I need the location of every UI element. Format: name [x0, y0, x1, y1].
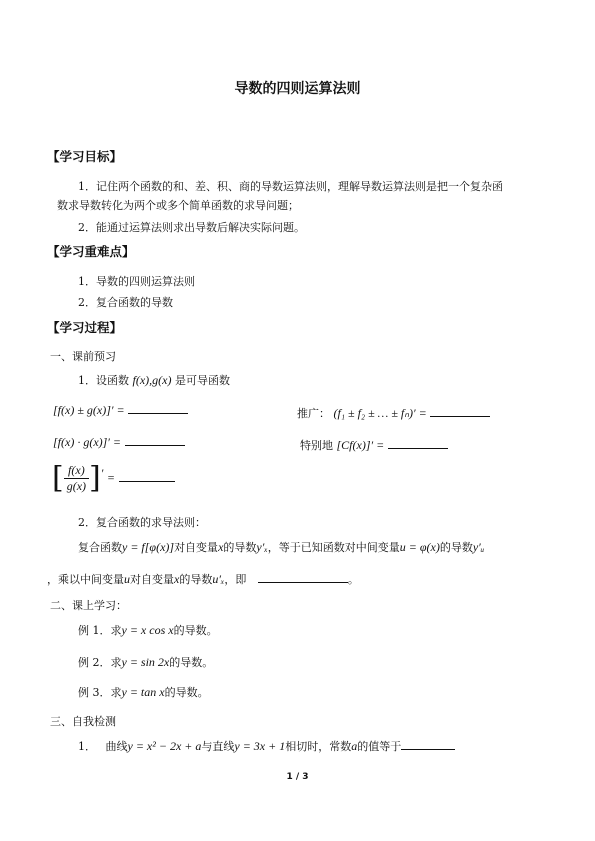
example-3 — [78, 684, 209, 700]
rule-product — [53, 435, 185, 450]
quotient-prime: ′ — [100, 465, 104, 480]
variable-u: u — [124, 572, 130, 586]
check-heading: 三、自我检测 — [50, 715, 116, 728]
quotient-fraction — [64, 463, 89, 494]
preview-item-1 — [78, 372, 230, 388]
question-1-variable: a — [351, 739, 358, 753]
rule-general-blank — [430, 406, 490, 417]
class-heading: 二、课上学习： — [50, 599, 127, 612]
right-bracket: ] — [89, 460, 101, 496]
rule-quotient-blank — [119, 471, 175, 482]
left-bracket: [ — [52, 460, 64, 496]
question-1-text-b: 与直线 — [201, 740, 235, 753]
example-1 — [78, 622, 218, 638]
item-1-suffix: 是可导函数 — [174, 374, 230, 387]
composite-line2-b: 对自变量 — [130, 573, 174, 586]
derivative-y-u: y′ᵤ — [472, 540, 485, 554]
rule-const-formula: [Cf(x)]′ = — [336, 438, 385, 452]
rule-sum-blank — [128, 403, 188, 414]
key-point-1: 1．导数的四则运算法则 — [78, 275, 195, 288]
example-2-suffix: 的导数。 — [169, 656, 214, 669]
question-1-curve: y = x² − 2x + a — [127, 739, 202, 753]
example-2 — [78, 654, 213, 670]
derivative-y-x: y′ₓ — [256, 540, 268, 554]
goals-header: 【学习目标】 — [47, 149, 123, 164]
rule-const-label: 特别地 — [300, 439, 333, 452]
check-question-1 — [78, 738, 455, 754]
example-1-prefix: 例 1．求 — [78, 624, 122, 637]
question-1-text-c: 相切时，常数 — [285, 740, 352, 753]
rule-general-formula: (f₁ ± f₂ ± … ± fₙ)′ = — [333, 406, 427, 420]
question-1-text-d: 的值等于 — [357, 740, 402, 753]
rule-product-formula: [f(x) · g(x)]′ = — [53, 435, 122, 449]
example-1-suffix: 的导数。 — [173, 624, 218, 637]
goal-1-line-2: 数求导数转化为两个或多个简单函数的求导问题； — [57, 199, 299, 212]
rule-sum — [53, 403, 188, 418]
item-1-functions: f(x),g(x) — [132, 373, 172, 387]
composite-function: y = f[φ(x)] — [122, 540, 175, 554]
page-title: 导数的四则运算法则 — [234, 81, 361, 97]
quotient-denominator: g(x) — [66, 479, 87, 493]
example-2-prefix: 例 2．求 — [78, 656, 122, 669]
question-1-line: y = 3x + 1 — [234, 739, 286, 753]
quotient-equals: = — [106, 470, 115, 485]
key-points-header: 【学习重难点】 — [47, 244, 135, 259]
composite-text-d: ，等于已知函数对中间变量 — [267, 541, 400, 554]
composite-line2-a: ，乘以中间变量 — [47, 573, 124, 586]
question-1-text-a: 曲线 — [105, 740, 128, 753]
composite-blank — [258, 572, 348, 583]
variable-x: x — [218, 540, 224, 554]
item-1-prefix: 1．设函数 — [78, 374, 129, 387]
composite-text-c: 的导数 — [223, 541, 257, 554]
goal-1-line-1: 1．记住两个函数的和、差、积、商的导数运算法则，理解导数运算法则是把一个复杂函 — [78, 180, 503, 193]
example-3-function: y = tan x — [121, 685, 165, 699]
derivative-u-x: u′ₓ — [212, 572, 225, 586]
composite-text-b: 对自变量 — [174, 541, 219, 554]
composite-rule-line-1 — [78, 539, 484, 555]
page-number: 1 / 3 — [286, 772, 309, 782]
question-1-number: 1． — [78, 740, 96, 753]
key-point-2: 2．复合函数的导数 — [78, 296, 173, 309]
intermediate-u: u = φ(x) — [399, 540, 440, 554]
rule-general — [297, 405, 490, 421]
goal-2: 2．能通过运算法则求出导数后解决实际问题。 — [78, 221, 305, 234]
question-1-blank — [401, 739, 455, 750]
quotient-numerator: f(x) — [64, 463, 89, 479]
process-header: 【学习过程】 — [47, 320, 123, 335]
rule-const — [300, 437, 448, 453]
composite-rule-line-2 — [47, 571, 359, 587]
example-3-prefix: 例 3．求 — [78, 686, 122, 699]
rule-general-label: 推广： — [297, 407, 330, 420]
composite-text-e: 的导数 — [439, 541, 473, 554]
example-1-function: y = x cos x — [121, 623, 174, 637]
variable-x-2: x — [174, 572, 180, 586]
rule-const-blank — [388, 438, 448, 449]
composite-text-a: 复合函数 — [78, 541, 122, 554]
composite-line2-end: 。 — [347, 573, 359, 586]
preview-item-2: 2．复合函数的求导法则： — [78, 516, 206, 529]
rule-sum-formula: [f(x) ± g(x)]′ = — [53, 403, 125, 417]
example-2-function: y = sin 2x — [121, 655, 170, 669]
rule-product-blank — [125, 435, 185, 446]
example-3-suffix: 的导数。 — [164, 686, 209, 699]
composite-line2-c: 的导数 — [179, 573, 213, 586]
composite-line2-d: ，即 — [224, 573, 247, 586]
preview-heading: 一、课前预习 — [50, 350, 116, 363]
rule-quotient — [52, 460, 175, 496]
